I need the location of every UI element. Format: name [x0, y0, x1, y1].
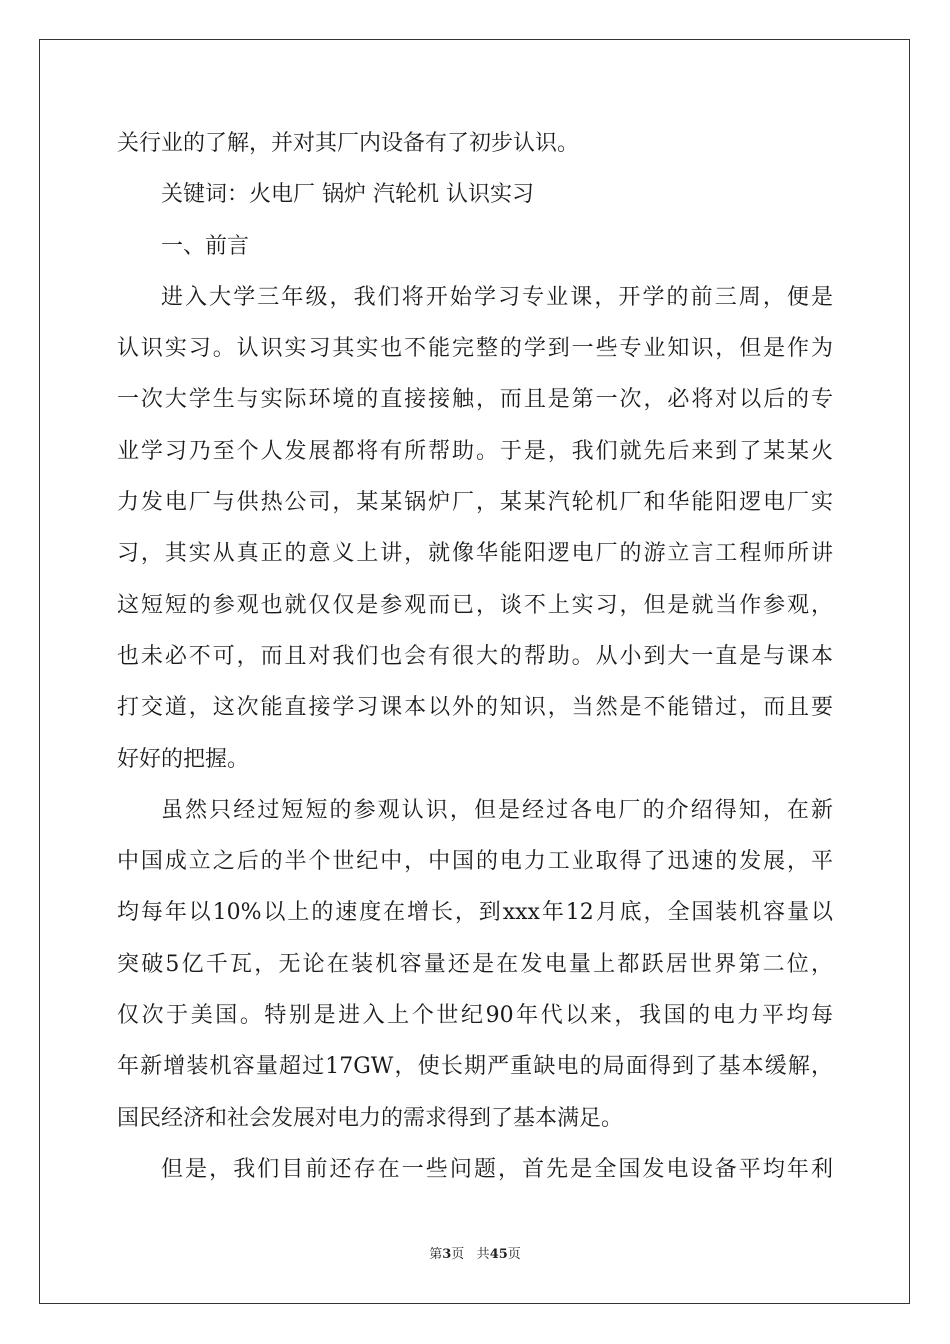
- text-line: 打交道，这次能直接学习课本以外的知识，当然是不能错过，而且要: [117, 695, 833, 721]
- document-body: [117, 128, 833, 1205]
- text-line: 国民经济和社会发展对电力的需求得到了基本满足。: [117, 1105, 624, 1131]
- text-line: 好好的把握。: [117, 746, 250, 772]
- text-line: 均每年以10%以上的速度在增长，到xxx年12月底，全国装机容量以: [117, 900, 833, 926]
- text-line: 突破5亿千瓦，无论在装机容量还是在发电量上都跃居世界第二位，: [117, 951, 833, 977]
- text-line: 业学习乃至个人发展都将有所帮助。于是，我们就先后来到了某某火: [117, 438, 833, 464]
- page-footer: [0, 1246, 950, 1264]
- text-line: 也未必不可，而且对我们也会有很大的帮助。从小到大一直是与课本: [117, 643, 833, 669]
- text-line: 仅次于美国。特别是进入上个世纪90年代以来，我国的电力平均每: [117, 1003, 833, 1029]
- text-line: 力发电厂与供热公司，某某锅炉厂，某某汽轮机厂和华能阳逻电厂实: [117, 490, 833, 516]
- text-line: 习，其实从真正的意义上讲，就像华能阳逻电厂的游立言工程师所讲: [117, 541, 833, 567]
- page-suffix: 页: [451, 1247, 465, 1262]
- total-prefix: 共: [476, 1247, 490, 1262]
- text-line: 但是，我们目前还存在一些问题，首先是全国发电设备平均年利: [161, 1156, 833, 1182]
- keywords-line: 关键词：火电厂 锅炉 汽轮机 认识实习: [161, 182, 534, 208]
- text-line: 中国成立之后的半个世纪中，中国的电力工业取得了迅速的发展，平: [117, 849, 833, 875]
- total-pages: 45: [489, 1247, 508, 1262]
- page-prefix: 第: [429, 1247, 443, 1262]
- total-suffix: 页: [507, 1247, 521, 1262]
- text-line: 认识实习。认识实习其实也不能完整的学到一些专业知识，但是作为: [117, 336, 833, 362]
- text-line: 这短短的参观也就仅仅是参观而已，谈不上实习，但是就当作参观，: [117, 592, 833, 618]
- text-line: 年新增装机容量超过17GW，使长期严重缺电的局面得到了基本缓解，: [117, 1054, 833, 1080]
- section-heading: 一、前言: [161, 233, 250, 259]
- text-line: 关行业的了解，并对其厂内设备有了初步认识。: [117, 131, 580, 156]
- page-number: 3: [442, 1247, 452, 1262]
- text-line: 虽然只经过短短的参观认识，但是经过各电厂的介绍得知，在新: [161, 797, 833, 823]
- text-line: 一次大学生与实际环境的直接接触，而且是第一次，必将对以后的专: [117, 387, 833, 413]
- text-line: 进入大学三年级，我们将开始学习专业课，开学的前三周，便是: [161, 284, 833, 310]
